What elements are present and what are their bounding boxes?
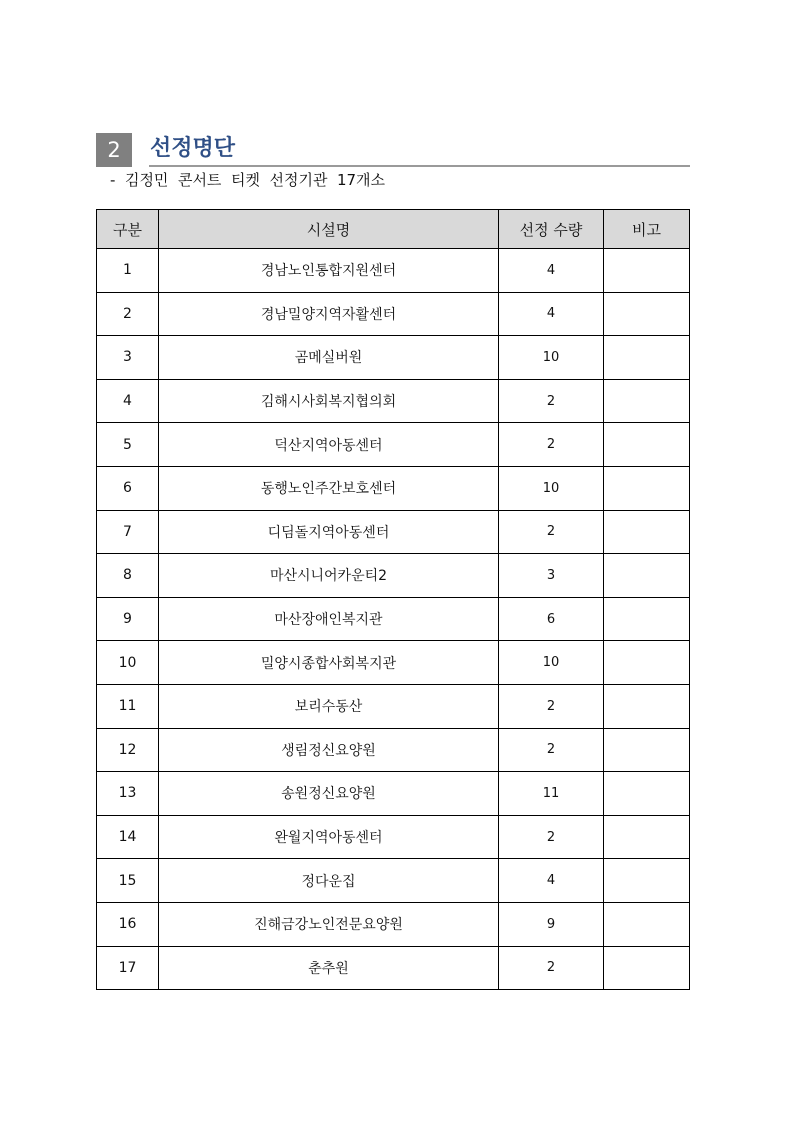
remarks <box>604 292 690 336</box>
table-row <box>97 423 690 467</box>
row-number: 15 <box>97 859 159 903</box>
table-row <box>97 554 690 598</box>
selected-quantity: 4 <box>499 292 604 336</box>
facility-name: 경남밀양지역자활센터 <box>159 292 499 336</box>
row-number: 7 <box>97 510 159 554</box>
facility-name: 정다운집 <box>159 859 499 903</box>
facility-name: 송원정신요양원 <box>159 772 499 816</box>
row-number: 9 <box>97 597 159 641</box>
subtitle-note: - 김정민 콘서트 티켓 선정기관 17개소 <box>110 171 386 189</box>
row-number: 1 <box>97 249 159 293</box>
row-number: 11 <box>97 684 159 728</box>
selected-quantity: 4 <box>499 859 604 903</box>
facility-name: 밀양시종합사회복지관 <box>159 641 499 685</box>
row-number: 16 <box>97 902 159 946</box>
table-row <box>97 684 690 728</box>
remarks <box>604 554 690 598</box>
selected-quantity: 9 <box>499 902 604 946</box>
header-category: 구분 <box>97 210 159 249</box>
table-row <box>97 902 690 946</box>
facility-name: 마산장애인복지관 <box>159 597 499 641</box>
table-body <box>97 249 690 990</box>
facility-name: 디딤돌지역아동센터 <box>159 510 499 554</box>
selected-quantity: 6 <box>499 597 604 641</box>
section-number-badge: 2 <box>96 133 132 167</box>
table-header-row <box>97 210 690 249</box>
selected-quantity: 2 <box>499 423 604 467</box>
remarks <box>604 466 690 510</box>
header-selected-quantity: 선정 수량 <box>499 210 604 249</box>
remarks <box>604 859 690 903</box>
row-number: 3 <box>97 336 159 380</box>
row-number: 13 <box>97 772 159 816</box>
facility-name: 춘추원 <box>159 946 499 990</box>
table-row <box>97 728 690 772</box>
header-facility-name: 시설명 <box>159 210 499 249</box>
selected-quantity: 2 <box>499 946 604 990</box>
remarks <box>604 815 690 859</box>
facility-name: 보리수동산 <box>159 684 499 728</box>
selected-quantity: 4 <box>499 249 604 293</box>
remarks <box>604 336 690 380</box>
table-row <box>97 815 690 859</box>
header-remarks: 비고 <box>604 210 690 249</box>
row-number: 5 <box>97 423 159 467</box>
remarks <box>604 728 690 772</box>
selected-quantity: 2 <box>499 510 604 554</box>
row-number: 12 <box>97 728 159 772</box>
remarks <box>604 684 690 728</box>
selection-table <box>96 209 690 990</box>
row-number: 2 <box>97 292 159 336</box>
remarks <box>604 379 690 423</box>
row-number: 8 <box>97 554 159 598</box>
facility-name: 진해금강노인전문요양원 <box>159 902 499 946</box>
remarks <box>604 902 690 946</box>
table-row <box>97 859 690 903</box>
facility-name: 동행노인주간보호센터 <box>159 466 499 510</box>
facility-name: 덕산지역아동센터 <box>159 423 499 467</box>
table-row <box>97 946 690 990</box>
remarks <box>604 423 690 467</box>
selected-quantity: 2 <box>499 684 604 728</box>
selected-quantity: 3 <box>499 554 604 598</box>
table-row <box>97 510 690 554</box>
row-number: 14 <box>97 815 159 859</box>
facility-name: 생림정신요양원 <box>159 728 499 772</box>
row-number: 10 <box>97 641 159 685</box>
selected-quantity: 10 <box>499 641 604 685</box>
selected-quantity: 11 <box>499 772 604 816</box>
section-divider <box>149 165 690 167</box>
remarks <box>604 249 690 293</box>
row-number: 17 <box>97 946 159 990</box>
selected-quantity: 2 <box>499 379 604 423</box>
row-number: 4 <box>97 379 159 423</box>
facility-name: 김해시사회복지협의회 <box>159 379 499 423</box>
section-header <box>96 133 690 167</box>
facility-name: 마산시니어카운티2 <box>159 554 499 598</box>
selected-quantity: 10 <box>499 336 604 380</box>
selected-quantity: 2 <box>499 815 604 859</box>
table-row <box>97 379 690 423</box>
facility-name: 곰메실버원 <box>159 336 499 380</box>
table-row <box>97 466 690 510</box>
facility-name: 경남노인통합지원센터 <box>159 249 499 293</box>
remarks <box>604 597 690 641</box>
remarks <box>604 510 690 554</box>
table-row <box>97 336 690 380</box>
table-row <box>97 597 690 641</box>
selected-quantity: 10 <box>499 466 604 510</box>
remarks <box>604 772 690 816</box>
table-row <box>97 641 690 685</box>
selected-quantity: 2 <box>499 728 604 772</box>
row-number: 6 <box>97 466 159 510</box>
remarks <box>604 946 690 990</box>
table-row <box>97 249 690 293</box>
table-row <box>97 772 690 816</box>
remarks <box>604 641 690 685</box>
section-title: 선정명단 <box>150 136 236 161</box>
facility-name: 완월지역아동센터 <box>159 815 499 859</box>
table-row <box>97 292 690 336</box>
